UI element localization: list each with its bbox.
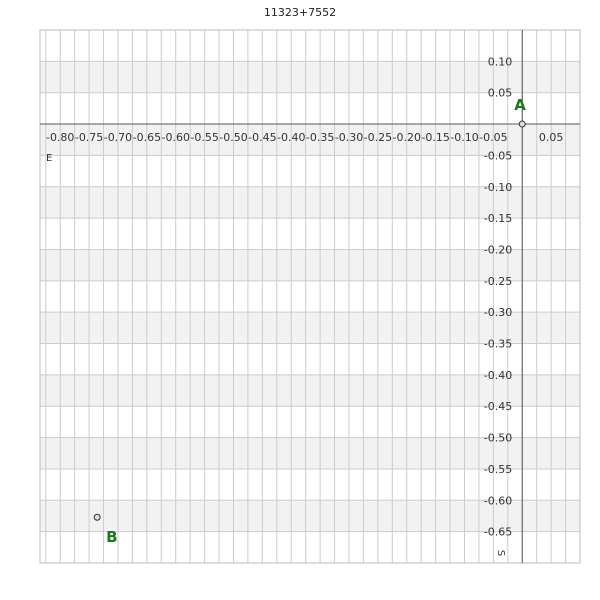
x-tick-label: -0.15 bbox=[421, 131, 450, 145]
x-tick-label: -0.65 bbox=[132, 131, 162, 145]
x-tick-label: -0.20 bbox=[392, 131, 421, 145]
x-tick-label: -0.60 bbox=[161, 131, 190, 145]
x-axis-label: E bbox=[46, 153, 53, 165]
plot-grid bbox=[40, 30, 580, 563]
plot-frame bbox=[40, 30, 580, 563]
y-tick-label: -0.50 bbox=[483, 431, 513, 445]
x-tick-label: -0.05 bbox=[479, 131, 508, 145]
x-tick-label: -0.70 bbox=[103, 131, 133, 145]
y-tick-label: -0.55 bbox=[483, 462, 513, 476]
x-tick-label: -0.35 bbox=[305, 131, 335, 145]
x-tick-label: -0.30 bbox=[334, 131, 364, 145]
y-tick-label: -0.10 bbox=[483, 180, 513, 194]
plot-axes bbox=[40, 30, 580, 563]
x-tick-label: -0.50 bbox=[219, 131, 248, 145]
x-tick-labels bbox=[46, 131, 563, 144]
y-tick-label: -0.45 bbox=[483, 400, 513, 414]
point-a-marker bbox=[519, 121, 525, 127]
y-tick-label: -0.30 bbox=[483, 306, 513, 320]
chart-title: 11323+7552 bbox=[263, 6, 337, 19]
y-tick-label: 0.10 bbox=[487, 55, 513, 69]
y-tick-label: -0.15 bbox=[483, 212, 513, 226]
y-tick-label: -0.40 bbox=[483, 368, 513, 382]
x-tick-label: -0.40 bbox=[276, 131, 306, 145]
y-tick-label: -0.20 bbox=[483, 243, 513, 257]
x-tick-label: -0.10 bbox=[450, 131, 479, 145]
y-tick-label: -0.65 bbox=[483, 525, 513, 539]
x-tick-label: 0.05 bbox=[538, 131, 564, 145]
y-tick-label: -0.35 bbox=[483, 337, 513, 351]
y-tick-label: 0.05 bbox=[487, 86, 513, 100]
point-a-label: A bbox=[514, 96, 526, 115]
y-tick-label: -0.25 bbox=[483, 274, 513, 288]
y-axis-label: S bbox=[495, 549, 507, 557]
y-tick-label: -0.05 bbox=[483, 149, 513, 163]
x-tick-label: -0.80 bbox=[45, 131, 75, 145]
x-tick-label: -0.45 bbox=[248, 131, 277, 145]
x-tick-label: -0.55 bbox=[190, 131, 219, 145]
y-tick-label: -0.60 bbox=[483, 494, 513, 508]
x-tick-label: -0.75 bbox=[74, 131, 104, 145]
point-b-marker bbox=[94, 514, 100, 520]
point-b-label: B bbox=[106, 528, 118, 547]
x-tick-label: -0.25 bbox=[363, 131, 393, 145]
